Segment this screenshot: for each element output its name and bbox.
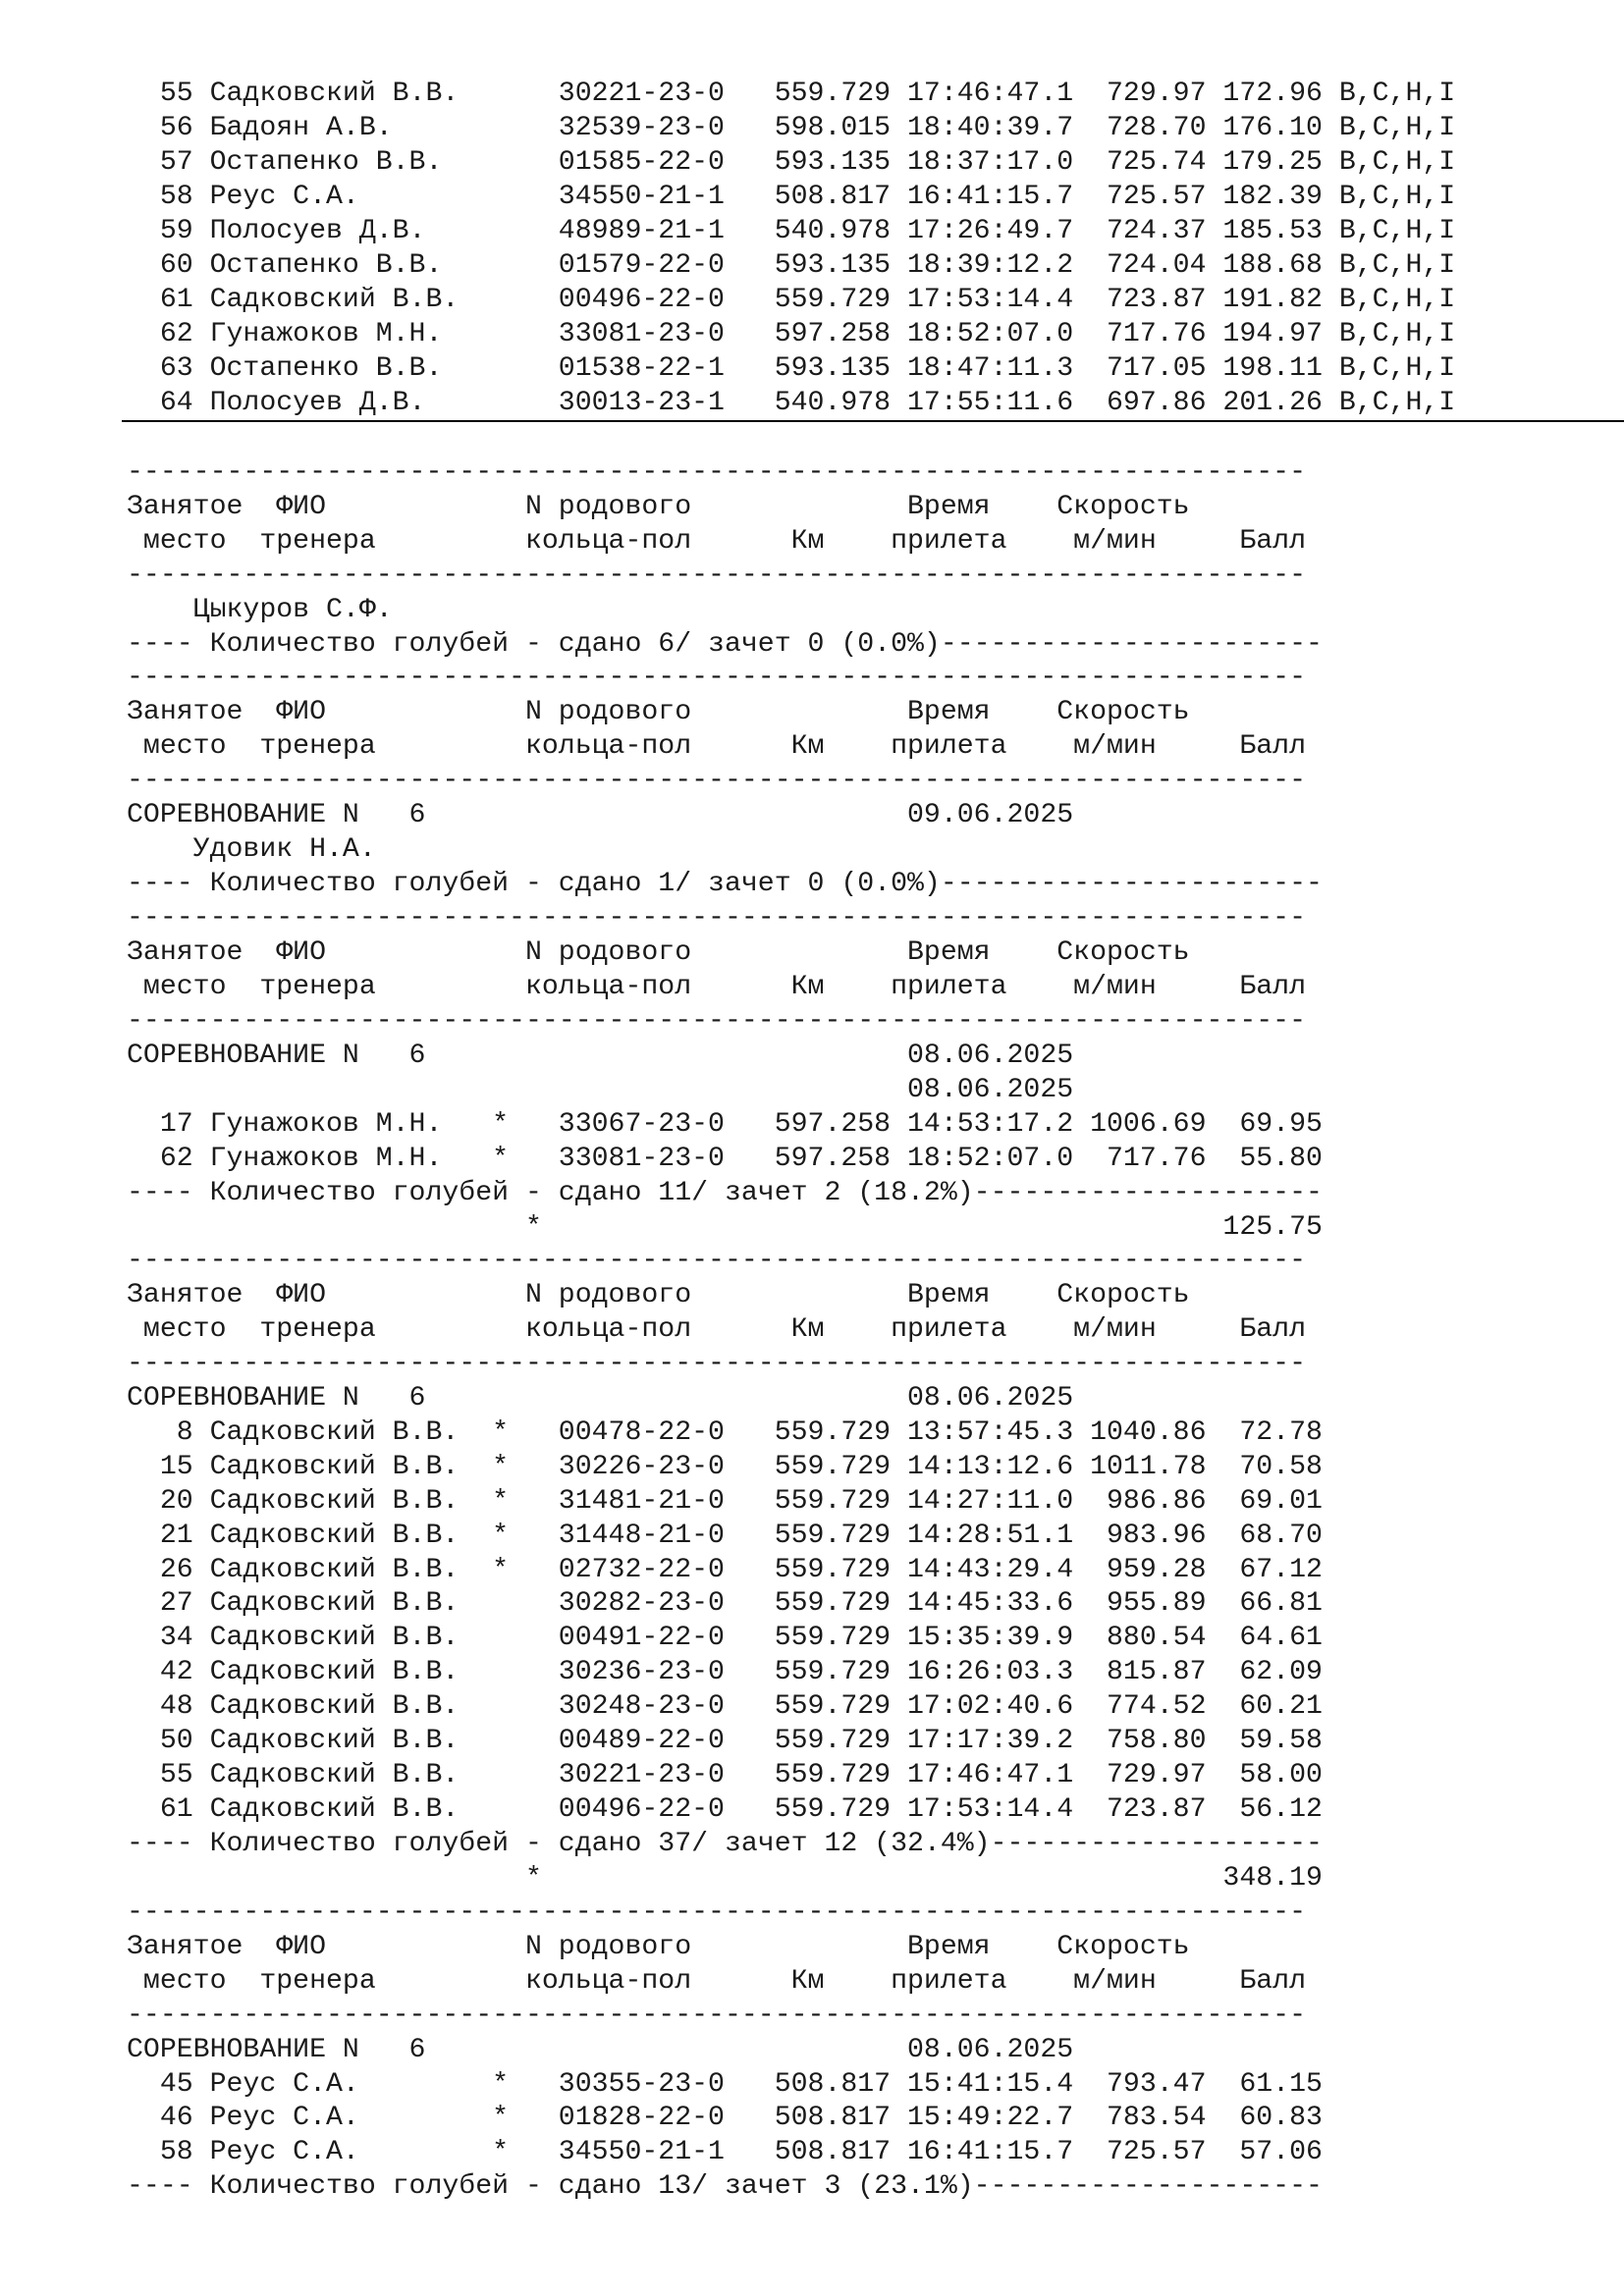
dash-separator: -----------------------------------------------------------------------	[127, 766, 1306, 796]
result-row: 17 Гунажоков М.Н. * 33067-23-0 597.258 14:53:17.2 1006.69 69.95	[127, 1109, 1323, 1140]
result-row: 27 Садковский В.В. 30282-23-0 559.729 14:45:33.6 955.89 66.81	[127, 1588, 1323, 1619]
trainer-name: Удовик Н.А.	[127, 834, 376, 865]
competition-line: СОРЕВНОВАНИЕ N 6 08.06.2025	[127, 1383, 1074, 1414]
dash-separator: -----------------------------------------------------------------------	[127, 561, 1306, 591]
dash-separator: -----------------------------------------------------------------------	[127, 1349, 1306, 1379]
result-row: 61 Садковский В.В. 00496-22-0 559.729 17:53:14.4 723.87 56.12	[127, 1794, 1323, 1825]
competition-date-line: 08.06.2025	[127, 1075, 1074, 1105]
section-summary: ---- Количество голубей - сдано 13/ зачет 3 (23.1%)---------------------	[127, 2171, 1323, 2202]
result-row: 57 Остапенко В.В. 01585-22-0 593.135 18:37:17.0 725.74 179.25 B,C,H,I	[127, 147, 1456, 178]
competition-line: СОРЕВНОВАНИЕ N 6 09.06.2025	[127, 800, 1074, 830]
result-row: 63 Остапенко В.В. 01538-22-1 593.135 18:47:11.3 717.05 198.11 B,C,H,I	[127, 353, 1456, 384]
table-header-row-2: место тренера кольца-пол Км прилета м/мин Балл	[127, 972, 1306, 1002]
dash-separator: -----------------------------------------------------------------------	[127, 1246, 1306, 1276]
table-header-row-2: место тренера кольца-пол Км прилета м/мин Балл	[127, 1966, 1306, 1997]
result-row: 58 Реус С.А. * 34550-21-1 508.817 16:41:15.7 725.57 57.06	[127, 2137, 1323, 2167]
trainer-name: Цыкуров С.Ф.	[127, 595, 393, 625]
result-row: 42 Садковский В.В. 30236-23-0 559.729 16:26:03.3 815.87 62.09	[127, 1657, 1323, 1687]
result-row: 55 Садковский В.В. 30221-23-0 559.729 17:46:47.1 729.97 58.00	[127, 1760, 1323, 1790]
result-row: 50 Садковский В.В. 00489-22-0 559.729 17:17:39.2 758.80 59.58	[127, 1726, 1323, 1756]
table-header-row-1: Занятое ФИО N родового Время Скорость	[127, 492, 1190, 522]
section-summary: ---- Количество голубей - сдано 6/ зачет 0 (0.0%)-----------------------	[127, 629, 1323, 660]
section-summary: ---- Количество голубей - сдано 37/ зачет 12 (32.4%)--------------------	[127, 1829, 1323, 1859]
section-total: * 125.75	[127, 1212, 1323, 1243]
result-row: 62 Гунажоков М.Н. 33081-23-0 597.258 18:52:07.0 717.76 194.97 B,C,H,I	[127, 319, 1456, 349]
result-row: 56 Бадоян А.В. 32539-23-0 598.015 18:40:39.7 728.70 176.10 B,C,H,I	[127, 113, 1456, 143]
result-row: 15 Садковский В.В. * 30226-23-0 559.729 14:13:12.6 1011.78 70.58	[127, 1452, 1323, 1482]
result-row: 62 Гунажоков М.Н. * 33081-23-0 597.258 18:52:07.0 717.76 55.80	[127, 1144, 1323, 1174]
result-row: 58 Реус С.А. 34550-21-1 508.817 16:41:15.7 725.57 182.39 B,C,H,I	[127, 182, 1456, 212]
result-row: 20 Садковский В.В. * 31481-21-0 559.729 14:27:11.0 986.86 69.01	[127, 1486, 1323, 1517]
result-row: 45 Реус С.А. * 30355-23-0 508.817 15:41:15.4 793.47 61.15	[127, 2069, 1323, 2100]
dash-separator: -----------------------------------------------------------------------	[127, 663, 1306, 693]
section-summary: ---- Количество голубей - сдано 1/ зачет 0 (0.0%)-----------------------	[127, 869, 1323, 899]
section-summary: ---- Количество голубей - сдано 11/ зачет 2 (18.2%)---------------------	[127, 1178, 1323, 1208]
dash-separator: -----------------------------------------------------------------------	[127, 457, 1306, 488]
dash-separator: -----------------------------------------------------------------------	[127, 1006, 1306, 1037]
table-header-row-1: Занятое ФИО N родового Время Скорость	[127, 1932, 1190, 1962]
result-row: 48 Садковский В.В. 30248-23-0 559.729 17:02:40.6 774.52 60.21	[127, 1691, 1323, 1722]
result-row: 8 Садковский В.В. * 00478-22-0 559.729 13:57:45.3 1040.86 72.78	[127, 1417, 1323, 1448]
table-header-row-1: Занятое ФИО N родового Время Скорость	[127, 1280, 1190, 1310]
result-row: 34 Садковский В.В. 00491-22-0 559.729 15:35:39.9 880.54 64.61	[127, 1623, 1323, 1653]
dash-separator: -----------------------------------------------------------------------	[127, 2001, 1306, 2031]
competition-line: СОРЕВНОВАНИЕ N 6 08.06.2025	[127, 1041, 1074, 1071]
competition-line: СОРЕВНОВАНИЕ N 6 08.06.2025	[127, 2035, 1074, 2065]
dash-separator: -----------------------------------------------------------------------	[127, 1897, 1306, 1928]
result-row: 64 Полосуев Д.В. 30013-23-1 540.978 17:55:11.6 697.86 201.26 B,C,H,I	[127, 388, 1456, 418]
result-row: 21 Садковский В.В. * 31448-21-0 559.729 14:28:51.1 983.96 68.70	[127, 1521, 1323, 1551]
result-row: 26 Садковский В.В. * 02732-22-0 559.729 14:43:29.4 959.28 67.12	[127, 1555, 1323, 1585]
table-header-row-2: место тренера кольца-пол Км прилета м/мин Балл	[127, 731, 1306, 762]
dash-separator: -----------------------------------------------------------------------	[127, 903, 1306, 934]
result-row: 55 Садковский В.В. 30221-23-0 559.729 17:46:47.1 729.97 172.96 B,C,H,I	[127, 79, 1456, 109]
table-header-row-2: место тренера кольца-пол Км прилета м/мин Балл	[127, 526, 1306, 557]
table-header-row-2: место тренера кольца-пол Км прилета м/мин Балл	[127, 1314, 1306, 1345]
table-header-row-1: Занятое ФИО N родового Время Скорость	[127, 697, 1190, 727]
result-row: 60 Остапенко В.В. 01579-22-0 593.135 18:39:12.2 724.04 188.68 B,C,H,I	[127, 250, 1456, 281]
section-total: * 348.19	[127, 1863, 1323, 1894]
result-row: 46 Реус С.А. * 01828-22-0 508.817 15:49:22.7 783.54 60.83	[127, 2103, 1323, 2133]
result-row: 59 Полосуев Д.В. 48989-21-1 540.978 17:26:49.7 724.37 185.53 B,C,H,I	[127, 216, 1456, 246]
horizontal-rule	[122, 420, 1624, 422]
table-header-row-1: Занятое ФИО N родового Время Скорость	[127, 937, 1190, 968]
result-row: 61 Садковский В.В. 00496-22-0 559.729 17:53:14.4 723.87 191.82 B,C,H,I	[127, 285, 1456, 315]
